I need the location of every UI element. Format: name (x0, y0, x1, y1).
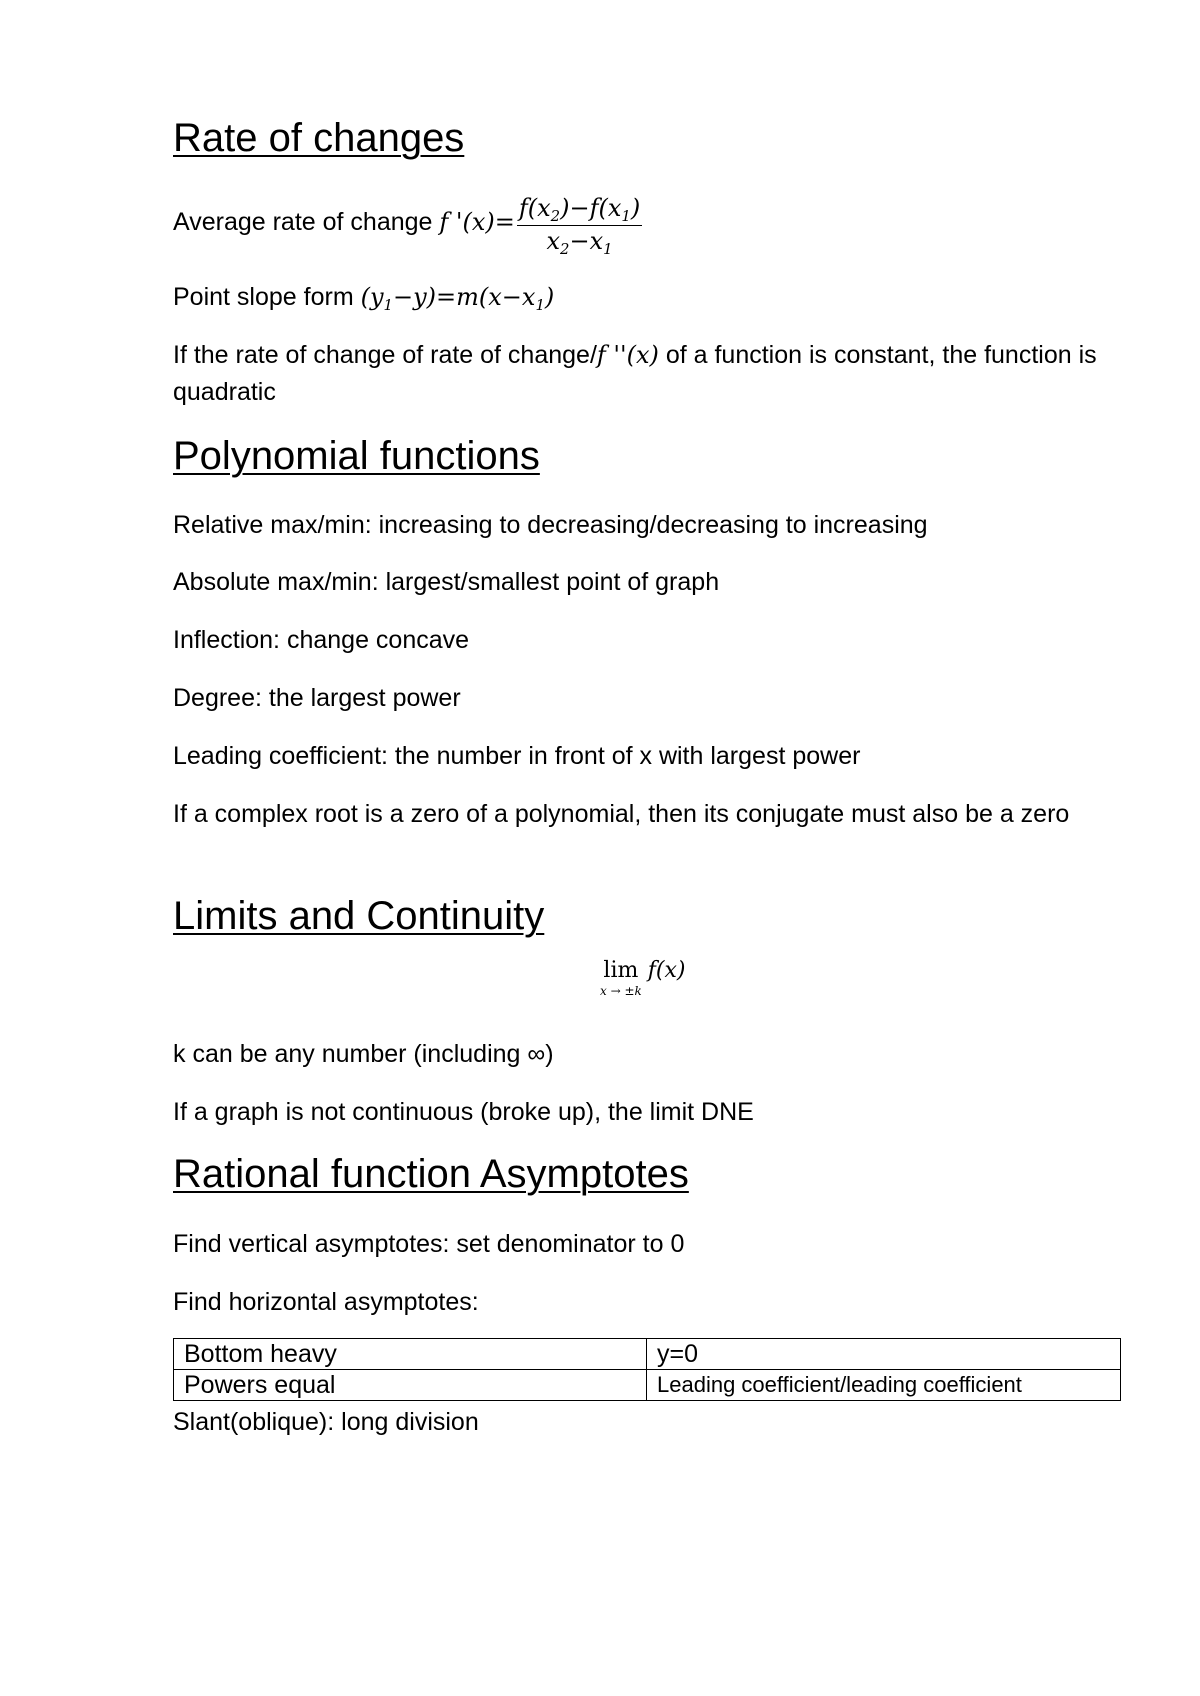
vertical-asymptotes: Find vertical asymptotes: set denominator to 0 (173, 1230, 685, 1258)
asymptote-table (173, 1338, 1121, 1401)
poly-item-relative: Relative max/min: increasing to decreasing/decreasing to increasing (173, 511, 928, 539)
table-cell: Leading coefficient/leading coefficient (647, 1370, 1121, 1401)
table-row (174, 1370, 1121, 1401)
fraction-numerator: $f(x_2)-f(x_1)$ (518, 194, 641, 226)
point-slope-formula: $(y_1-y)=m(x-x_1)$ (360, 283, 555, 315)
heading-limits-continuity: Limits and Continuity (173, 894, 545, 938)
lim-word: lim (603, 958, 639, 983)
horizontal-asymptotes: Find horizontal asymptotes: (173, 1288, 479, 1316)
lim-function: f(x) (647, 958, 686, 983)
average-rate-label: Average rate of change (173, 208, 433, 237)
second-derivative-note: If the rate of change of rate of change/f ''(x) of a function is constant, the function is quadratic (173, 341, 1097, 406)
slant-asymptote: Slant(oblique): long division (173, 1408, 479, 1436)
limits-item-k: k can be any number (including ∞) (173, 1040, 554, 1068)
poly-item-absolute: Absolute max/min: largest/smallest point of graph (173, 568, 720, 596)
table-cell: Bottom heavy (174, 1339, 647, 1370)
average-rate-lhs: f '(x)= (439, 208, 515, 237)
lim-subscript: x → ±k (600, 984, 642, 998)
heading-polynomial-functions: Polynomial functions (173, 434, 540, 478)
poly-item-degree: Degree: the largest power (173, 684, 461, 712)
fraction-denominator: $x_2-x_1$ (546, 227, 613, 259)
heading-rate-of-changes: Rate of changes (173, 116, 465, 160)
limits-item-dne: If a graph is not continuous (broke up), the limit DNE (173, 1098, 754, 1126)
heading-rational-asymptotes: Rational function Asymptotes (173, 1152, 689, 1196)
table-row (174, 1339, 1121, 1370)
average-rate-line (173, 193, 1113, 259)
limit-expression (600, 958, 710, 998)
poly-item-inflection: Inflection: change concave (173, 626, 470, 654)
table-cell: Powers equal (174, 1370, 647, 1401)
point-slope-line (173, 279, 1113, 316)
poly-item-leading-coefficient: Leading coefficient: the number in front of x with largest power (173, 742, 861, 770)
poly-item-complex-root: If a complex root is a zero of a polynomial, then its conjugate must also be a zero (173, 800, 1070, 828)
point-slope-label: Point slope form (173, 283, 354, 311)
average-rate-fraction (517, 193, 642, 259)
table-cell: y=0 (647, 1339, 1121, 1370)
second-derivative-math: f ''(x) (596, 341, 659, 369)
